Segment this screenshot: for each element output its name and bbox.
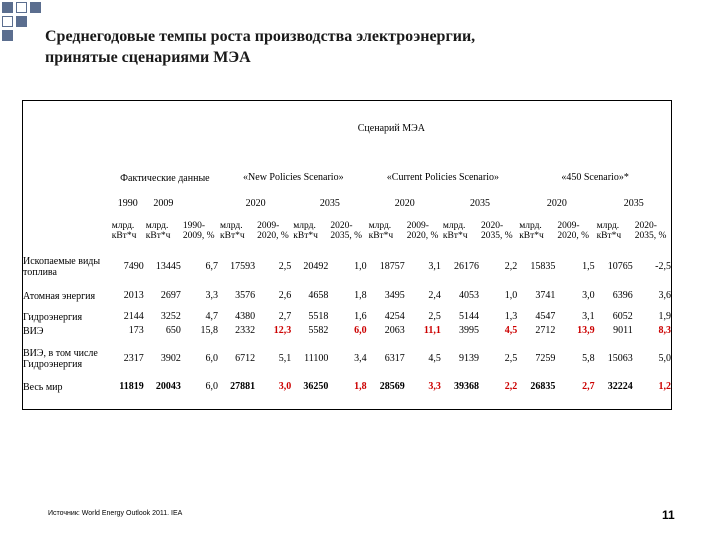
header-row-units xyxy=(22,210,672,252)
table-cell-highlight: 3,0 xyxy=(278,381,292,392)
table-cell: 3,4 xyxy=(354,353,367,364)
table-cell: 15063 xyxy=(607,353,633,364)
table-cell: 7259 xyxy=(535,353,556,364)
year-450-2020: 2020 xyxy=(546,198,567,209)
scenario-table xyxy=(22,100,672,394)
unit-twh: млрд. кВт*ч xyxy=(293,221,318,241)
table-cell: 1,8 xyxy=(354,290,367,301)
table-cell-highlight: 2,2 xyxy=(504,381,518,392)
table-cell: 5518 xyxy=(308,311,329,322)
unit-twh: млрд. кВт*ч xyxy=(111,221,137,241)
table-cell: 7490 xyxy=(123,261,144,272)
group-450: «450 Scenario»* xyxy=(561,172,629,183)
table-cell: 4380 xyxy=(235,311,256,322)
table-cell: 5,1 xyxy=(278,353,292,364)
table-cell-highlight: 11,1 xyxy=(423,325,441,336)
year-np-2020: 2020 xyxy=(245,198,266,209)
group-new-policies: «New Policies Scenario» xyxy=(243,172,344,183)
table-row xyxy=(22,338,672,380)
year-2009: 2009 xyxy=(153,198,174,209)
slide-title xyxy=(45,26,685,68)
table-cell: 3,0 xyxy=(582,290,595,301)
table-cell: 3741 xyxy=(535,290,556,301)
table-cell: 2013 xyxy=(123,290,144,301)
table-cell: 2332 xyxy=(235,325,256,336)
table-cell: 1,9 xyxy=(658,311,671,322)
year-cp-2020: 2020 xyxy=(394,198,415,209)
table-cell: 39368 xyxy=(454,381,480,392)
table-cell: 3,6 xyxy=(658,290,671,301)
table-row xyxy=(22,310,672,324)
table-cell: 2144 xyxy=(123,311,144,322)
header-row-top xyxy=(22,100,672,158)
table-cell: 28569 xyxy=(379,381,405,392)
table-cell: 32224 xyxy=(607,381,633,392)
table-cell: 4658 xyxy=(308,290,329,301)
table-cell: 3495 xyxy=(384,290,405,301)
table-cell: 6,0 xyxy=(205,381,219,392)
table-cell: 1,0 xyxy=(504,290,518,301)
table-cell: 9139 xyxy=(459,353,480,364)
decor-square-3 xyxy=(30,2,41,13)
decor-square-1 xyxy=(2,2,13,13)
table-cell: 4,5 xyxy=(428,353,441,364)
unit-twh: млрд. кВт*ч xyxy=(519,221,544,241)
table-cell: 1,5 xyxy=(582,261,595,272)
unit-pct: 2009-2020, % xyxy=(406,221,439,241)
table-cell: 2,7 xyxy=(278,311,292,322)
row-label: Весь мир xyxy=(23,381,63,393)
table-cell: 11819 xyxy=(119,381,144,392)
unit-twh: млрд. кВт*ч xyxy=(442,221,468,241)
table-cell: 3,1 xyxy=(582,311,595,322)
table-cell: 2,5 xyxy=(278,261,292,272)
table-cell: 10765 xyxy=(607,261,633,272)
table-cell: 650 xyxy=(165,325,181,336)
table-row xyxy=(22,324,672,338)
table-cell: 20043 xyxy=(155,381,181,392)
year-1990: 1990 xyxy=(117,198,138,209)
unit-pct: 2020-2035, % xyxy=(481,221,513,241)
table-cell: 6052 xyxy=(612,311,633,322)
table-cell: 5582 xyxy=(308,325,329,336)
table-cell: 3576 xyxy=(235,290,256,301)
table-cell: 1,0 xyxy=(354,261,367,272)
table-cell: 173 xyxy=(128,325,144,336)
table-cell: 20492 xyxy=(303,261,329,272)
table-row xyxy=(22,252,672,282)
header-row-years xyxy=(22,198,672,210)
year-np-2035: 2035 xyxy=(319,198,340,209)
decor-square-5 xyxy=(16,16,27,27)
unit-twh: млрд. кВт*ч xyxy=(368,221,394,241)
decor-square-2 xyxy=(16,2,27,13)
table-cell: 4053 xyxy=(459,290,480,301)
row-label: ВИЭ, в том числе Гидроэнергия xyxy=(23,348,98,370)
table-cell: 17593 xyxy=(230,261,256,272)
row-label: Гидроэнергия xyxy=(23,311,83,323)
group-actual: Фактические данные xyxy=(120,172,210,184)
table-cell: 5144 xyxy=(459,311,480,322)
unit-pct: 1990-2009, % xyxy=(182,221,215,241)
table-cell: 5,0 xyxy=(658,353,671,364)
table-cell-highlight: 1,2 xyxy=(658,381,671,392)
unit-pct: 2009-2020, % xyxy=(557,221,590,241)
unit-pct: 2020-2035, % xyxy=(634,221,667,241)
table-cell: 5,8 xyxy=(582,353,595,364)
table-cell: 26835 xyxy=(530,381,556,392)
table-cell: 2,6 xyxy=(278,290,292,301)
table-row xyxy=(22,282,672,310)
table-cell: 2697 xyxy=(160,290,181,301)
decor-square-6 xyxy=(2,30,13,41)
row-label: Ископаемые виды топлива xyxy=(23,256,101,278)
table-cell-highlight: 1,8 xyxy=(354,381,367,392)
table-cell: 18757 xyxy=(379,261,405,272)
unit-twh: млрд. кВт*ч xyxy=(220,221,245,241)
unit-twh: млрд. кВт*ч xyxy=(596,221,622,241)
table-cell: -2,5 xyxy=(655,261,671,272)
table-cell: 2,5 xyxy=(428,311,441,322)
table-cell: 13445 xyxy=(155,261,181,272)
table-cell: 6712 xyxy=(235,353,256,364)
table-cell: 6,7 xyxy=(205,261,219,272)
table-cell: 1,6 xyxy=(354,311,367,322)
table-cell: 3,1 xyxy=(428,261,441,272)
year-450-2035: 2035 xyxy=(623,198,644,209)
table-cell: 1,3 xyxy=(504,311,518,322)
table-cell: 2712 xyxy=(535,325,556,336)
table-cell: 9011 xyxy=(613,325,633,336)
table-cell: 27881 xyxy=(230,381,256,392)
scenario-header: Сценарий МЭА xyxy=(357,123,425,134)
title-line-1: Среднегодовые темпы роста производства электроэнергии, xyxy=(45,28,476,45)
table-cell: 4254 xyxy=(384,311,405,322)
group-current-policies: «Current Policies Scenario» xyxy=(386,172,499,183)
table-cell-highlight: 2,7 xyxy=(582,381,595,392)
table-cell: 36250 xyxy=(303,381,329,392)
year-cp-2035: 2035 xyxy=(470,198,491,209)
table-cell: 6396 xyxy=(612,290,633,301)
table-cell: 11100 xyxy=(304,353,329,364)
row-label: ВИЭ xyxy=(23,325,44,337)
table-cell-highlight: 12,3 xyxy=(273,325,292,336)
table-cell: 4,7 xyxy=(205,311,219,322)
table-cell-highlight: 8,3 xyxy=(658,325,671,336)
table-cell: 3252 xyxy=(160,311,181,322)
table-cell: 15835 xyxy=(530,261,556,272)
table-cell: 6317 xyxy=(384,353,405,364)
unit-pct: 2009-2020, % xyxy=(257,221,289,241)
source-note: Источник: World Energy Outlook 2011. IEA xyxy=(48,510,183,517)
table-cell: 2317 xyxy=(123,353,144,364)
table-cell: 15,8 xyxy=(200,325,219,336)
table-cell: 2,5 xyxy=(504,353,518,364)
header-row-groups xyxy=(22,158,672,198)
table-cell-highlight: 4,5 xyxy=(504,325,518,336)
table-cell: 3995 xyxy=(459,325,480,336)
unit-twh: млрд. кВт*ч xyxy=(145,221,171,241)
table-row xyxy=(22,380,672,394)
table-cell: 3,3 xyxy=(205,290,219,301)
table-cell-highlight: 13,9 xyxy=(577,325,595,336)
table-cell: 26176 xyxy=(454,261,480,272)
page-number: 11 xyxy=(662,508,675,522)
row-label: Атомная энергия xyxy=(23,290,96,302)
table-cell-highlight: 6,0 xyxy=(354,325,367,336)
table-cell: 3902 xyxy=(160,353,181,364)
table-cell: 6,0 xyxy=(205,353,219,364)
table-cell: 2063 xyxy=(384,325,405,336)
table-cell-highlight: 3,3 xyxy=(428,381,441,392)
table-cell: 2,2 xyxy=(504,261,518,272)
decor-square-4 xyxy=(2,16,13,27)
title-line-2: принятые сценариями МЭА xyxy=(45,49,251,66)
table-cell: 2,4 xyxy=(428,290,441,301)
table-cell: 4547 xyxy=(535,311,556,322)
unit-pct: 2020-2035, % xyxy=(330,221,363,241)
